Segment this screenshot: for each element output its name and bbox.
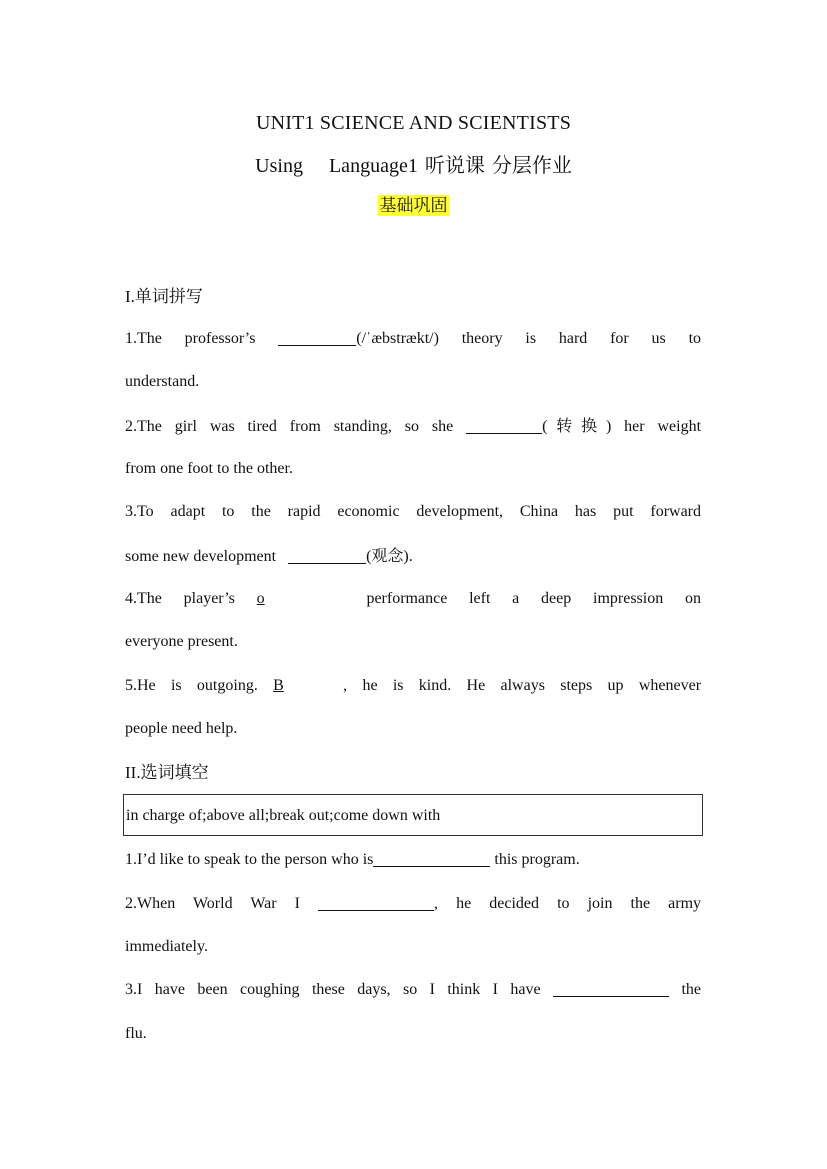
question-text: 5.He is outgoing.	[125, 677, 258, 694]
question-text: 4.The player’s	[125, 590, 235, 607]
question-line-cont: immediately.	[125, 938, 208, 955]
level-tag	[0, 196, 827, 217]
question-text: 3.I have been coughing these days, so I think I have	[125, 981, 541, 998]
page-title: UNIT1 SCIENCE AND SCIENTISTS	[255, 112, 572, 134]
subtitle-part-b: Language1 听说课 分层作业	[328, 155, 572, 177]
question-text: some new development	[125, 548, 277, 565]
question-line	[125, 894, 701, 914]
question-text: performance left a deep impression on	[366, 590, 701, 607]
question-text: 1.I’d like to speak to the person who is	[125, 851, 374, 868]
question-line	[125, 589, 701, 609]
answer-blank[interactable]	[278, 329, 356, 346]
question-line-cont: people need help.	[125, 720, 238, 737]
question-text: (/ˈæbstrækt/) theory is hard for us to	[356, 330, 702, 347]
question-line	[125, 547, 413, 567]
page-subtitle	[0, 154, 827, 178]
answer-blank[interactable]	[373, 850, 490, 867]
question-line	[125, 676, 701, 696]
question-line-cont: everyone present.	[125, 633, 238, 650]
question-text: 1.The professor’s	[125, 330, 256, 347]
question-line-cont: from one foot to the other.	[125, 460, 293, 477]
question-line	[125, 329, 701, 349]
hint-letter: o	[256, 590, 265, 607]
question-line	[125, 980, 701, 1000]
answer-blank[interactable]	[466, 417, 542, 434]
question-text: 2.When World War I	[125, 895, 300, 912]
word-bank-box	[123, 794, 703, 836]
level-tag-label: 基础巩固	[379, 196, 448, 215]
question-text: this program.	[494, 851, 580, 868]
question-line	[125, 850, 580, 870]
question-line: 3.To adapt to the rapid economic development, China has put forward	[125, 503, 701, 520]
question-text: the	[681, 981, 702, 998]
answer-blank[interactable]	[553, 980, 669, 997]
question-line-cont: flu.	[125, 1025, 147, 1042]
question-line-cont: understand.	[125, 373, 200, 390]
question-text: , he is kind. He always steps up whenever	[343, 677, 702, 694]
hint-letter: B	[273, 677, 284, 694]
question-line	[125, 417, 701, 437]
question-text: (转换) her weight	[542, 418, 702, 435]
question-text: 2.The girl was tired from standing, so she	[125, 418, 454, 435]
section-heading: I.单词拼写	[125, 287, 203, 306]
answer-blank[interactable]	[318, 894, 434, 911]
question-text: , he decided to join the army	[434, 895, 702, 912]
section-heading: II.选词填空	[125, 763, 209, 782]
answer-blank[interactable]	[273, 676, 343, 696]
word-bank-text: in charge of;above all;break out;come down with	[126, 807, 441, 824]
answer-blank[interactable]	[257, 589, 345, 609]
answer-blank[interactable]	[288, 547, 366, 564]
subtitle-part-a: Using	[255, 155, 303, 177]
question-text: (观念).	[366, 548, 413, 565]
